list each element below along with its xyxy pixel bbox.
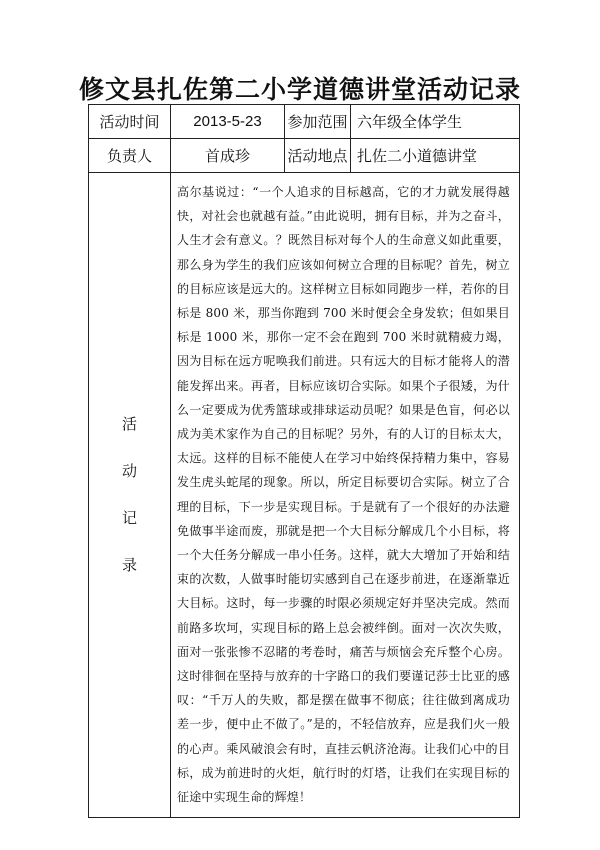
activity-record-table bbox=[88, 104, 520, 818]
record-body-cell bbox=[171, 173, 520, 818]
scope-value: 六年级全体学生 bbox=[351, 105, 520, 139]
place-label: 活动地点 bbox=[285, 139, 351, 173]
record-label-cell bbox=[89, 173, 171, 818]
page-title: 修文县扎佐第二小学道德讲堂活动记录 bbox=[78, 75, 521, 104]
record-label-char: 活 bbox=[121, 415, 137, 433]
record-label-char: 录 bbox=[121, 556, 137, 574]
owner-label: 负责人 bbox=[89, 139, 171, 173]
info-row-owner-place bbox=[89, 139, 520, 173]
time-label: 活动时间 bbox=[89, 105, 171, 139]
info-row-time-scope bbox=[89, 105, 520, 139]
owner-value: 首成珍 bbox=[171, 139, 285, 173]
record-row bbox=[89, 173, 520, 818]
time-value: 2013-5-23 bbox=[171, 105, 285, 139]
record-label bbox=[122, 401, 137, 589]
scope-label: 参加范围 bbox=[285, 105, 351, 139]
record-body-text: 高尔基说过：“一个人追求的目标越高，它的才力就发展得越快，对社会也就越有益。”由此说明，拥有目标，并为之奋斗，人生才会有意义。？既然目标对每个人的生命意义如此重要，那么身为学生的我们应该如何树立合理的目标呢？首先，树立的目标应该是远大的。这样树立目标如同跑步一样，若你的目标是 800 米，那当你跑到 700 米时便会全身发软；但如果目标是 1000 米，那你一定不会在跑到 700 米时就精疲力竭，因为目标在远方呢唤我们前进。只有远大的目标才能将人的潜能发挥出来。再者，目标应该切合实际。如果个子很矮，为什么一定要成为优秀篮球或排球运动员呢？如果是色盲，何必以成为美术家作为自己的目标呢？另外，有的人订的目标太大，太远。这样的目标不能使人在学习中始终保持精力集中，容易发生虎头蛇尾的现象。所以，所定目标要切合实际。树立了合理的目标，下一步是实现目标。于是就有了一个很好的办法避免做事半途而废，那就是把一个大目标分解成几个小目标，将一个大任务分解成一串小任务。这样，就大大增加了开始和结束的次数，人做事时能切实感到自己在逐步前进，在逐渐靠近大目标。这时，每一步骤的时限必须规定好并坚决完成。然而前路多坎坷，实现目标的路上总会被绊倒。面对一次次失败，面对一张张惨不忍睹的考卷时，痛苦与烦恼会充斥整个心房。这时徘徊在坚持与放弃的十字路口的我们要谨记莎士比亚的感叹：“千万人的失败，都是摆在做事不彻底；往往做到离成功差一步，便中止不做了。”是的，不轻信放弃，应是我们火一般的心声。乘风破浪会有时，直挂云帆济沧海。让我们心中的目标，成为前进时的火炬，航行时的灯塔，让我们在实现目标的征途中实现生命的辉煌！ bbox=[177, 185, 510, 805]
record-label-char: 记 bbox=[121, 509, 137, 527]
record-label-char: 动 bbox=[121, 462, 137, 480]
place-value: 扎佐二小道德讲堂 bbox=[351, 139, 520, 173]
